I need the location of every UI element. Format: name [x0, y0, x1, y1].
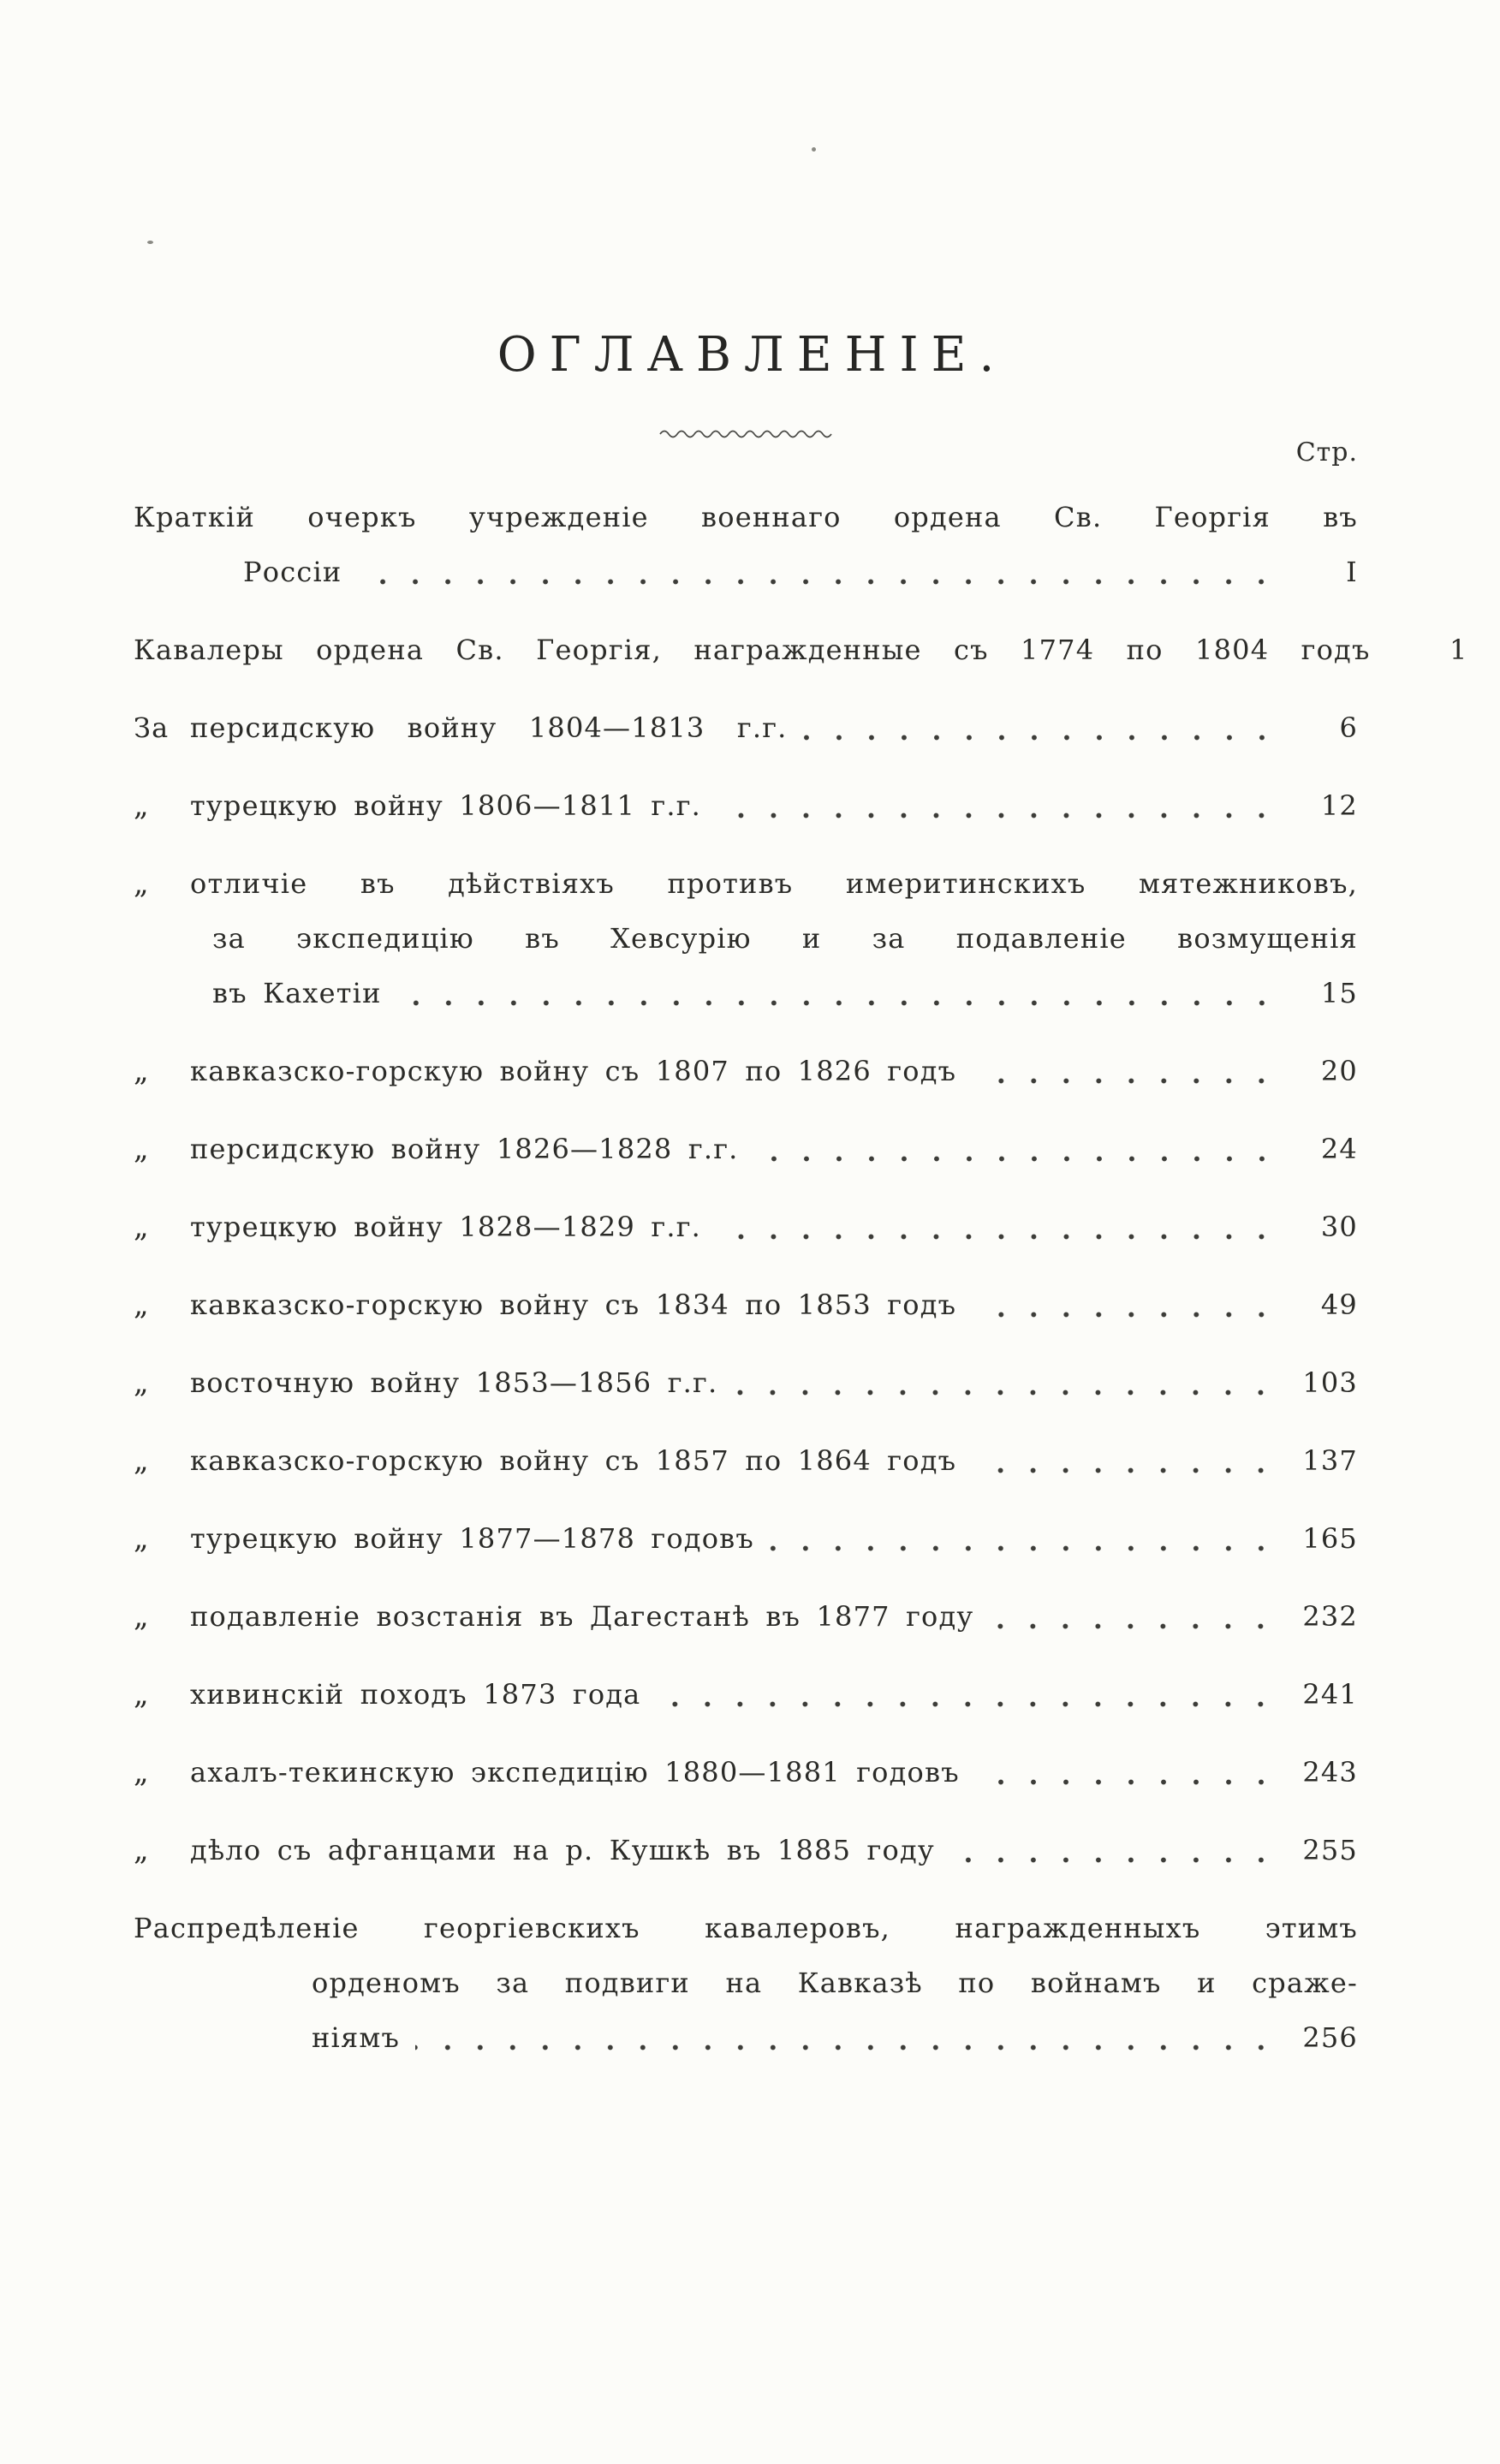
- dot-leader: [1386, 657, 1402, 663]
- dot-leader: [656, 1701, 1290, 1707]
- toc-entry: [134, 1355, 1358, 1410]
- toc-entry: [134, 1433, 1358, 1488]
- dot-leader: [975, 1779, 1291, 1785]
- toc-entry-text: Краткій очеркъ учрежденіе военнаго ордена Св. Георгія въ: [134, 501, 1358, 533]
- dot-leader: [803, 735, 1291, 741]
- toc-entry: [134, 1277, 1358, 1332]
- dot-leader: [972, 1078, 1291, 1084]
- toc-page-number: I: [1346, 556, 1358, 588]
- toc-entry-text: подавленіе возстанія въ Дагестанѣ въ 1877 году: [190, 1600, 974, 1633]
- page-title: ОГЛАВЛЕНІЕ.: [497, 327, 1008, 383]
- dot-leader: [770, 1545, 1290, 1551]
- toc-entry: [134, 856, 1358, 1021]
- toc-page-number: 165: [1302, 1522, 1358, 1555]
- toc-entry-text: за экспедицію въ Хевсурію и за подавленіе возмущенія: [212, 922, 1358, 955]
- toc-page-number: 15: [1320, 977, 1358, 1009]
- ditto-mark: „: [134, 1366, 150, 1400]
- toc-entry: [134, 1823, 1358, 1878]
- toc-entry-line: [134, 700, 1358, 755]
- toc-entry-text: персидскую войну 1826—1828 г.г.: [190, 1133, 739, 1165]
- ditto-mark: „: [134, 1288, 150, 1322]
- toc-entry-line: [134, 1511, 1358, 1566]
- ditto-mark: „: [134, 1833, 150, 1867]
- toc-entry: [134, 1511, 1358, 1566]
- toc-page-number: 137: [1302, 1444, 1358, 1477]
- dot-leader: [717, 1234, 1291, 1240]
- toc-entry-line: [134, 1355, 1358, 1410]
- toc-entry: [134, 700, 1358, 755]
- toc-entry-text: персидскую войну 1804—1813 г.г.: [190, 711, 788, 744]
- toc-page-number: 12: [1320, 789, 1358, 822]
- toc-entry: [134, 1901, 1358, 2065]
- toc-entry-line: [134, 1667, 1358, 1722]
- toc-entry-text: отличіе въ дѣйствіяхъ противъ имеритинскихъ мятежниковъ,: [190, 867, 1358, 900]
- ditto-mark: „: [134, 1210, 150, 1244]
- toc-entry-text: кавказско-горскую войну съ 1807 по 1826 годъ: [190, 1055, 957, 1087]
- toc-entry-line: [134, 1044, 1358, 1098]
- toc-page-number: 256: [1302, 2021, 1358, 2054]
- toc-entry-line: [134, 1122, 1358, 1176]
- toc-list: [134, 490, 1468, 2065]
- dot-leader: [950, 1857, 1290, 1863]
- ditto-mark: „: [134, 866, 150, 901]
- ditto-mark: „: [134, 1054, 150, 1088]
- toc-entry-line: [134, 490, 1358, 545]
- dot-leader: [972, 1467, 1290, 1473]
- toc-entry-text: турецкую войну 1828—1829 г.г.: [190, 1211, 702, 1243]
- dot-leader: [415, 2044, 1290, 2050]
- entry-lead-word: За: [134, 711, 170, 744]
- toc-page-number: 30: [1320, 1211, 1358, 1243]
- toc-entry: [134, 1745, 1358, 1800]
- toc-entry-text: хивинскій походъ 1873 года: [190, 1678, 641, 1711]
- toc-entry: [134, 778, 1358, 833]
- toc-entry: [134, 1122, 1358, 1176]
- toc-entry-text: дѣло съ афганцами на р. Кушкѣ въ 1885 году: [190, 1834, 935, 1866]
- scan-speck: [147, 241, 153, 244]
- ditto-mark: „: [134, 1521, 150, 1556]
- toc-entry-text: орденомъ за подвиги на Кавказѣ по войнамъ и сраже-: [312, 1967, 1358, 1999]
- toc-entry-line: [312, 2010, 1358, 2065]
- toc-entry-line: [134, 622, 1468, 677]
- toc-entry-text: кавказско-горскую войну съ 1834 по 1853 годъ: [190, 1289, 957, 1321]
- toc-entry-line: [134, 1277, 1358, 1332]
- toc-entry-line: [134, 1199, 1358, 1254]
- toc-entry-text: ніямъ: [312, 2021, 400, 2054]
- toc-entry-line: [212, 966, 1358, 1021]
- toc-entry-text: ахалъ-текинскую экспедицію 1880—1881 годовъ: [190, 1756, 960, 1788]
- page-column-header: Стр.: [1295, 437, 1358, 467]
- ditto-mark: „: [134, 789, 150, 823]
- toc-page-number: 243: [1302, 1756, 1358, 1788]
- dot-leader: [733, 1390, 1290, 1396]
- toc-page-number: 1: [1449, 634, 1468, 666]
- dot-leader: [972, 1312, 1291, 1318]
- toc-entry-text: восточную войну 1853—1856 г.г.: [190, 1366, 718, 1399]
- toc-entry: [134, 1589, 1358, 1644]
- toc-entry-text: Распредѣленіе георгіевскихъ кавалеровъ, награжденныхъ этимъ: [134, 1912, 1358, 1944]
- dot-leader: [357, 579, 1291, 585]
- dot-leader: [397, 1000, 1291, 1006]
- toc-content: [134, 327, 1468, 2088]
- toc-entry-line: [212, 911, 1358, 966]
- ditto-mark: „: [134, 1755, 150, 1789]
- toc-entry-line: [134, 1823, 1358, 1878]
- toc-entry-line: [134, 1589, 1358, 1644]
- toc-entry-text: турецкую войну 1877—1878 годовъ: [190, 1522, 754, 1555]
- toc-entry-text: Россіи: [243, 556, 342, 588]
- toc-page-number: 241: [1302, 1678, 1358, 1711]
- toc-entry-line: [134, 856, 1358, 911]
- toc-entry-line: [243, 545, 1358, 599]
- toc-entry-text: турецкую войну 1806—1811 г.г.: [190, 789, 702, 822]
- scan-speck: [812, 147, 816, 152]
- toc-page-number: 6: [1339, 711, 1358, 744]
- toc-entry: [134, 1044, 1358, 1098]
- toc-page-number: 255: [1302, 1834, 1358, 1866]
- toc-entry-text: Кавалеры ордена Св. Георгія, награжденные съ 1774 по 1804 годъ: [134, 634, 1371, 666]
- ditto-mark: „: [134, 1443, 150, 1478]
- toc-page-number: 49: [1320, 1289, 1358, 1321]
- dot-leader: [989, 1623, 1290, 1629]
- ditto-mark: „: [134, 1132, 150, 1166]
- ditto-mark: „: [134, 1677, 150, 1711]
- toc-entry-line: [312, 1955, 1358, 2010]
- toc-entry: [134, 1667, 1358, 1722]
- toc-page-number: 20: [1320, 1055, 1358, 1087]
- toc-entry: [134, 1199, 1358, 1254]
- toc-entry: [134, 622, 1468, 677]
- dot-leader: [754, 1156, 1291, 1162]
- toc-page-number: 24: [1320, 1133, 1358, 1165]
- toc-entry-line: [134, 778, 1358, 833]
- toc-entry-text: въ Кахетіи: [212, 977, 382, 1009]
- toc-entry-line: [134, 1901, 1358, 1955]
- toc-entry-text: кавказско-горскую войну съ 1857 по 1864 годъ: [190, 1444, 957, 1477]
- toc-entry-line: [134, 1745, 1358, 1800]
- toc-page-number: 103: [1302, 1366, 1358, 1399]
- ditto-mark: „: [134, 1599, 150, 1634]
- toc-page-number: 232: [1302, 1600, 1358, 1633]
- dot-leader: [717, 812, 1291, 818]
- toc-entry-line: [134, 1433, 1358, 1488]
- toc-entry: [134, 490, 1358, 599]
